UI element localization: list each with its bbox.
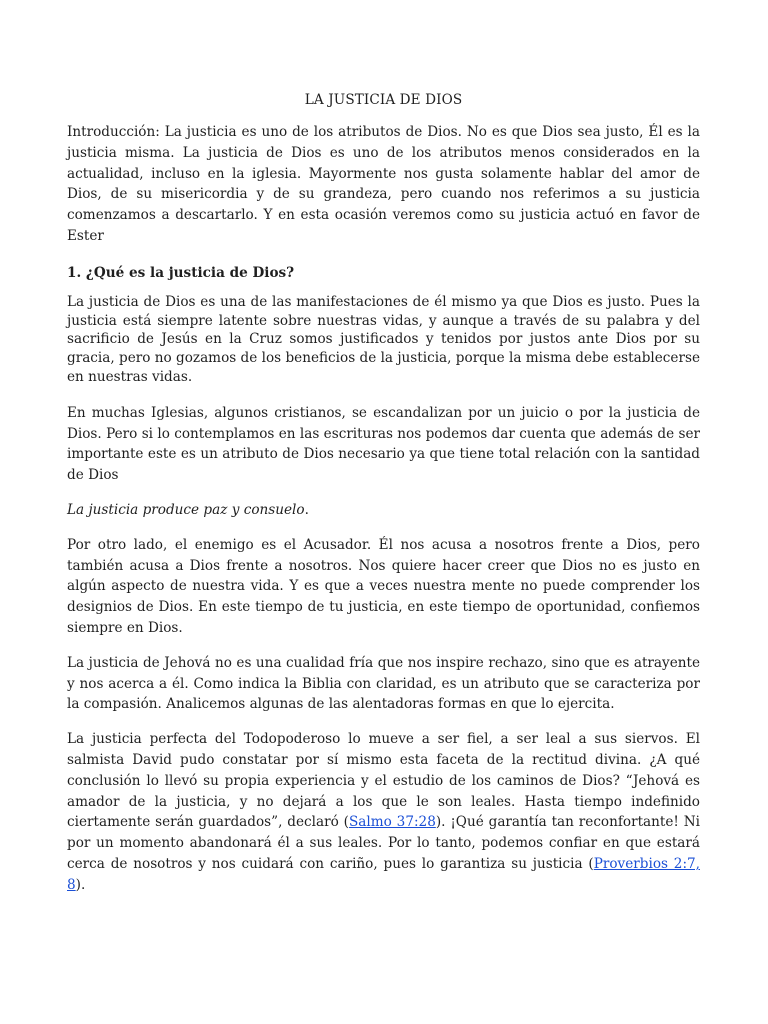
- paragraph-text-part-1: La justicia perfecta del Todopoderoso lo mueve a ser fiel, a ser leal a sus siervos. El salmista David pudo constatar por sí mismo esta faceta de la rectitud divina. ¿A qué conclusión lo llevó su propia experiencia y el estudio de los caminos de Dios? “Jehová es amador de la justicia, y no dejará a los que le son leales. Hasta tiempo indefinido ciertamente serán guardados”, declaró (: [67, 731, 700, 831]
- paragraph-text-part-3: ).: [75, 876, 86, 893]
- document-page: [67, 92, 700, 910]
- paragraph-faithfulness: [67, 729, 700, 895]
- paragraph-peace: [67, 500, 700, 521]
- paragraph-churches: En muchas Iglesias, algunos cristianos, se escandalizan por un juicio o por la justicia de Dios. Pero si lo contemplamos en las escrituras nos podemos dar cuenta que además de ser importante este es un atributo de Dios necesario ya que tiene total relación con la santidad de Dios: [67, 404, 700, 484]
- scripture-link-proverbios[interactable]: Proverbios 2:7, 8: [67, 855, 700, 893]
- section-heading: 1. ¿Qué es la justicia de Dios?: [67, 264, 295, 281]
- intro-paragraph: Introducción: La justicia es uno de los atributos de Dios. No es que Dios sea justo, Él es la justicia misma. La justicia de Dios es uno de los atributos menos considerados en la actualidad, incluso en la iglesia. Mayormente nos gusta solamente hablar del amor de Dios, de su misericordia y de su grandeza, pero cuando nos referimos a su justicia comenzamos a descartarlo. Y en esta ocasión veremos como su justicia actuó en favor de Ester: [67, 124, 700, 244]
- paragraph-text-part-2: ). ¡Qué garantía tan reconfortante! Ni por un momento abandonará él a sus leales. Por lo tanto, podemos confiar en que estará cerca de nosotros y nos cuidará con cariño, pues lo garantiza su justicia (: [67, 814, 700, 872]
- document-title: LA JUSTICIA DE DIOS: [304, 92, 463, 108]
- paragraph-accuser: Por otro lado, el enemigo es el Acusador. Él nos acusa a nosotros frente a Dios, pero también acusa a Dios frente a nosotros. Nos quiere hacer creer que Dios no es justo en algún aspecto de nuestra vida. Y es que a veces nuestra mente no puede comprender los designios de Dios. En este tiempo de tu justicia, en este tiempo de oportunidad, confiemos siempre en Dios.: [67, 536, 700, 636]
- paragraph-jehovah-justice: La justicia de Jehová no es una cualidad fría que nos inspire rechazo, sino que es atrayente y nos acerca a él. Como indica la Biblia con claridad, es un atributo que se caracteriza por la compasión. Analicemos algunas de las alentadoras formas en que lo ejercita.: [67, 654, 700, 713]
- period-text: .: [304, 501, 309, 518]
- scripture-link-salmo[interactable]: Salmo 37:28: [348, 814, 436, 831]
- paragraph-definition: La justicia de Dios es una de las manifestaciones de él mismo ya que Dios es justo. Pues la justicia está siempre latente sobre nuestras vidas, y aunque a través de su palabra y del sacrificio de Jesús en la Cruz somos justificados y tenidos por justos ante Dios por su gracia, pero no gozamos de los beneficios de la justicia, porque la misma debe establecerse en nuestras vidas.: [67, 293, 700, 385]
- italic-phrase: La justicia produce paz y consuelo: [67, 501, 305, 518]
